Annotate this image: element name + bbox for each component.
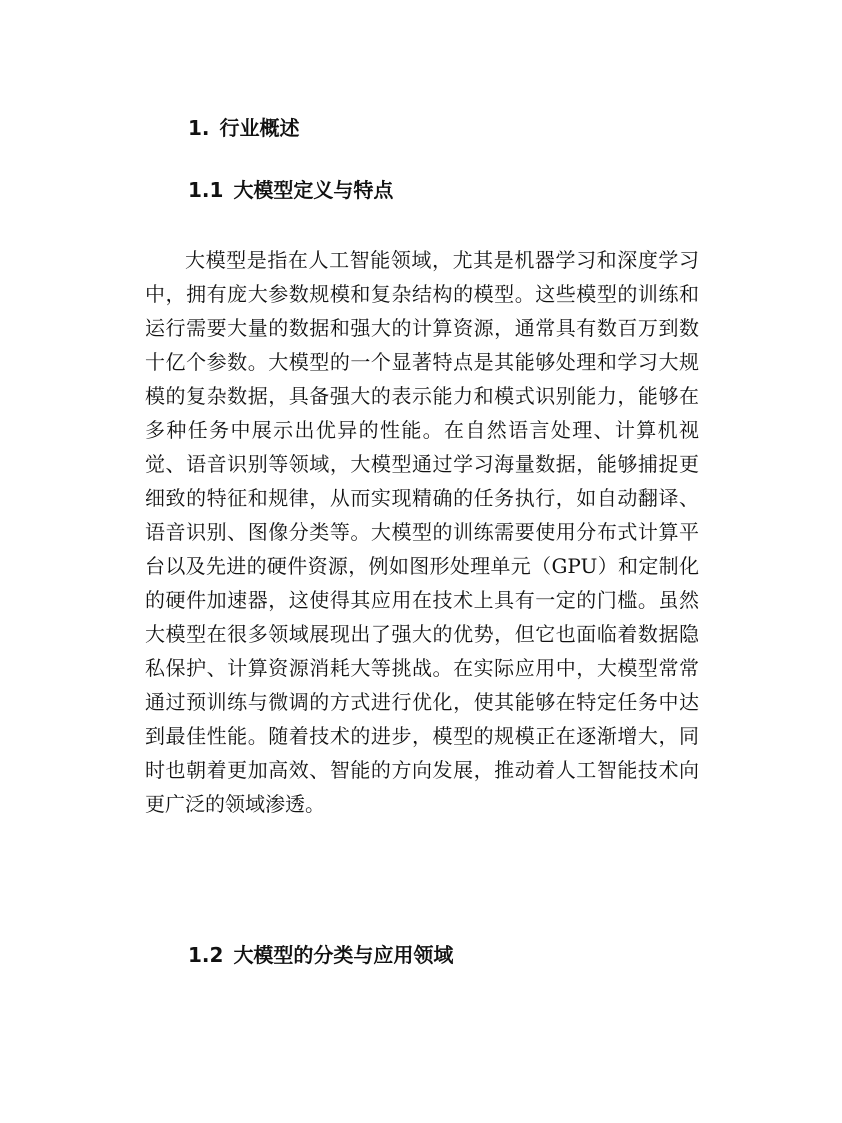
- section-heading-1-2: [188, 941, 453, 969]
- section-title: 大模型定义与特点: [233, 178, 394, 202]
- section-title: 大模型的分类与应用领域: [233, 943, 454, 967]
- section-heading-1: [188, 114, 300, 142]
- section-title: 行业概述: [219, 116, 300, 140]
- section-number: 1.1: [188, 178, 224, 202]
- section-number: 1.: [188, 116, 210, 140]
- section-number: 1.2: [188, 943, 224, 967]
- section-heading-1-1: [188, 176, 393, 204]
- body-paragraph: 大模型是指在人工智能领域，尤其是机器学习和深度学习中，拥有庞大参数规模和复杂结构的模型。这些模型的训练和运行需要大量的数据和强大的计算资源，通常具有数百万到数十亿个参数。大模型的一个显著特点是其能够处理和学习大规模的复杂数据，具备强大的表示能力和模式识别能力，能够在多种任务中展示出优异的性能。在自然语言处理、计算机视觉、语音识别等领域，大模型通过学习海量数据，能够捕捉更细致的特征和规律，从而实现精确的任务执行，如自动翻译、语音识别、图像分类等。大模型的训练需要使用分布式计算平台以及先进的硬件资源，例如图形处理单元（GPU）和定制化的硬件加速器，这使得其应用在技术上具有一定的门槛。虽然大模型在很多领域展现出了强大的优势，但它也面临着数据隐私保护、计算资源消耗大等挑战。在实际应用中，大模型常常通过预训练与微调的方式进行优化，使其能够在特定任务中达到最佳性能。随着技术的进步，模型的规模正在逐渐增大，同时也朝着更加高效、智能的方向发展，推动着人工智能技术向更广泛的领域渗透。: [145, 248, 699, 816]
